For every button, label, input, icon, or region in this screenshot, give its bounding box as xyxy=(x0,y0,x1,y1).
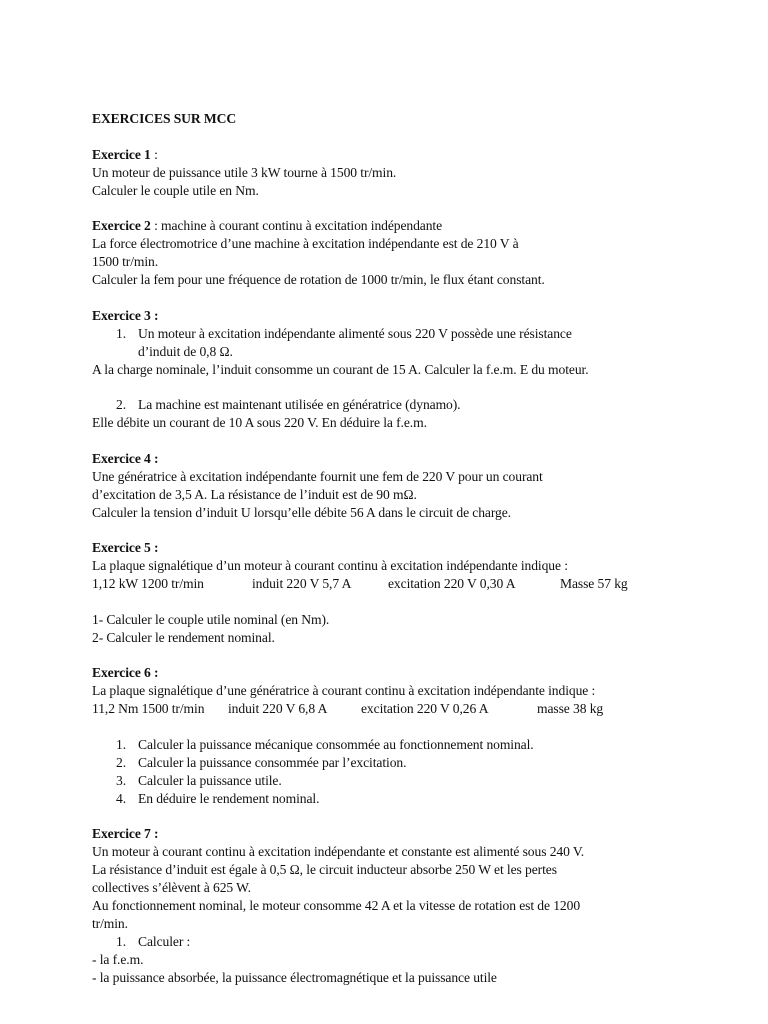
exercise-7-line: Au fonctionnement nominal, le moteur consomme 42 A et la vitesse de rotation est de 1200 xyxy=(92,898,581,913)
exercise-7-line: La résistance d’induit est égale à 0,5 Ω, le circuit inducteur absorbe 250 W et les pertes xyxy=(92,862,557,877)
list-number: 3. xyxy=(116,772,126,788)
spec-armature: induit 220 V 5,7 A xyxy=(252,576,352,591)
list-item-text: Calculer : xyxy=(138,934,191,949)
spec-excitation: excitation 220 V 0,30 A xyxy=(388,576,516,591)
list-number: 2. xyxy=(116,754,126,770)
exercise-2 xyxy=(92,217,742,289)
list-item-text: La machine est maintenant utilisée en génératrice (dynamo). xyxy=(138,397,461,412)
exercise-5-question: 1- Calculer le couple utile nominal (en Nm). xyxy=(92,611,330,627)
exercise-5-line: La plaque signalétique d’un moteur à courant continu à excitation indépendante indique : xyxy=(92,558,568,573)
spec-power-speed: 1,12 kW 1200 tr/min xyxy=(92,576,204,591)
exercise-5-question: 2- Calculer le rendement nominal. xyxy=(92,629,275,645)
spec-torque-speed: 11,2 Nm 1500 tr/min xyxy=(92,701,205,716)
exercise-4-line: Calculer la tension d’induit U lorsqu’elle débite 56 A dans le circuit de charge. xyxy=(92,504,511,520)
exercise-6-item xyxy=(92,754,742,772)
list-item-text: En déduire le rendement nominal. xyxy=(138,790,320,806)
exercise-1-line: Un moteur de puissance utile 3 kW tourne à 1500 tr/min. xyxy=(92,164,397,180)
document-page xyxy=(92,110,742,987)
exercise-2-line: La force électromotrice d’une machine à excitation indépendante est de 210 V à xyxy=(92,236,519,251)
exercise-4-line: d’excitation de 3,5 A. La résistance de l’induit est de 90 mΩ. xyxy=(92,486,417,502)
exercise-7-heading: Exercice 7 : xyxy=(92,826,159,841)
exercise-3-heading: Exercice 3 : xyxy=(92,307,159,323)
exercise-6-heading: Exercice 6 : xyxy=(92,665,159,680)
exercise-2-heading: Exercice 2 xyxy=(92,218,151,233)
exercise-1-line: Calculer le couple utile en Nm. xyxy=(92,182,259,198)
exercise-5 xyxy=(92,539,742,647)
spec-excitation: excitation 220 V 0,26 A xyxy=(361,701,489,716)
exercise-6-item xyxy=(92,772,742,790)
exercise-4-line: Une génératrice à excitation indépendante fournit une fem de 220 V pour un courant xyxy=(92,468,543,484)
exercise-1-heading: Exercice 1 xyxy=(92,146,151,162)
exercise-6-line: La plaque signalétique d’une génératrice à courant continu à excitation indépendante indique : xyxy=(92,683,596,698)
exercise-5-specs xyxy=(92,575,742,593)
exercise-7-subitem: - la f.e.m. xyxy=(92,952,144,967)
exercise-3-line: Elle débite un courant de 10 A sous 220 V. En déduire la f.e.m. xyxy=(92,415,427,430)
exercise-3-item-1 xyxy=(92,325,742,343)
spec-mass: masse 38 kg xyxy=(537,701,604,716)
exercise-6-item xyxy=(92,736,742,754)
exercise-2-heading-suffix: : machine à courant continu à excitation indépendante xyxy=(150,218,443,233)
list-item-text: Calculer la puissance mécanique consommée au fonctionnement nominal. xyxy=(138,736,534,752)
exercise-7-item xyxy=(92,933,742,951)
exercise-6-item xyxy=(92,790,742,808)
list-item-text: Calculer la puissance utile. xyxy=(138,772,282,788)
list-number: 1. xyxy=(116,736,126,752)
exercise-1-heading-line xyxy=(92,146,742,164)
exercise-7-line: Un moteur à courant continu à excitation indépendante et constante est alimenté sous 240 V. xyxy=(92,844,585,859)
exercise-2-heading-line xyxy=(92,217,742,235)
exercise-6 xyxy=(92,664,742,808)
spec-mass: Masse 57 kg xyxy=(560,576,628,591)
exercise-7-line: collectives s’élèvent à 625 W. xyxy=(92,880,251,895)
list-number: 1. xyxy=(116,325,126,341)
list-item-text: Calculer la puissance consommée par l’excitation. xyxy=(138,754,407,770)
list-number: 2. xyxy=(116,397,126,412)
list-item-text: Un moteur à excitation indépendante alimenté sous 220 V possède une résistance xyxy=(138,325,572,341)
list-number: 4. xyxy=(116,790,126,806)
exercise-3 xyxy=(92,307,742,433)
exercise-7-subitem: - la puissance absorbée, la puissance électromagnétique et la puissance utile xyxy=(92,970,497,985)
spec-armature: induit 220 V 6,8 A xyxy=(228,701,328,716)
exercise-7 xyxy=(92,825,742,987)
exercise-3-item-1-continuation: d’induit de 0,8 Ω. xyxy=(138,343,233,359)
exercise-4-heading: Exercice 4 : xyxy=(92,450,159,466)
exercise-1 xyxy=(92,146,742,200)
exercise-7-line: tr/min. xyxy=(92,916,128,931)
exercise-3-line: A la charge nominale, l’induit consomme un courant de 15 A. Calculer la f.e.m. E du moteur. xyxy=(92,361,589,377)
list-number: 1. xyxy=(116,934,126,949)
exercise-5-heading: Exercice 5 : xyxy=(92,540,159,555)
exercise-6-specs xyxy=(92,700,742,718)
exercise-2-line: 1500 tr/min. xyxy=(92,254,159,269)
document-title: EXERCICES SUR MCC xyxy=(92,111,237,126)
exercise-4 xyxy=(92,450,742,522)
exercise-3-item-2 xyxy=(92,396,742,414)
exercise-2-line: Calculer la fem pour une fréquence de rotation de 1000 tr/min, le flux étant constant. xyxy=(92,272,545,287)
exercise-1-heading-suffix: : xyxy=(150,146,158,162)
